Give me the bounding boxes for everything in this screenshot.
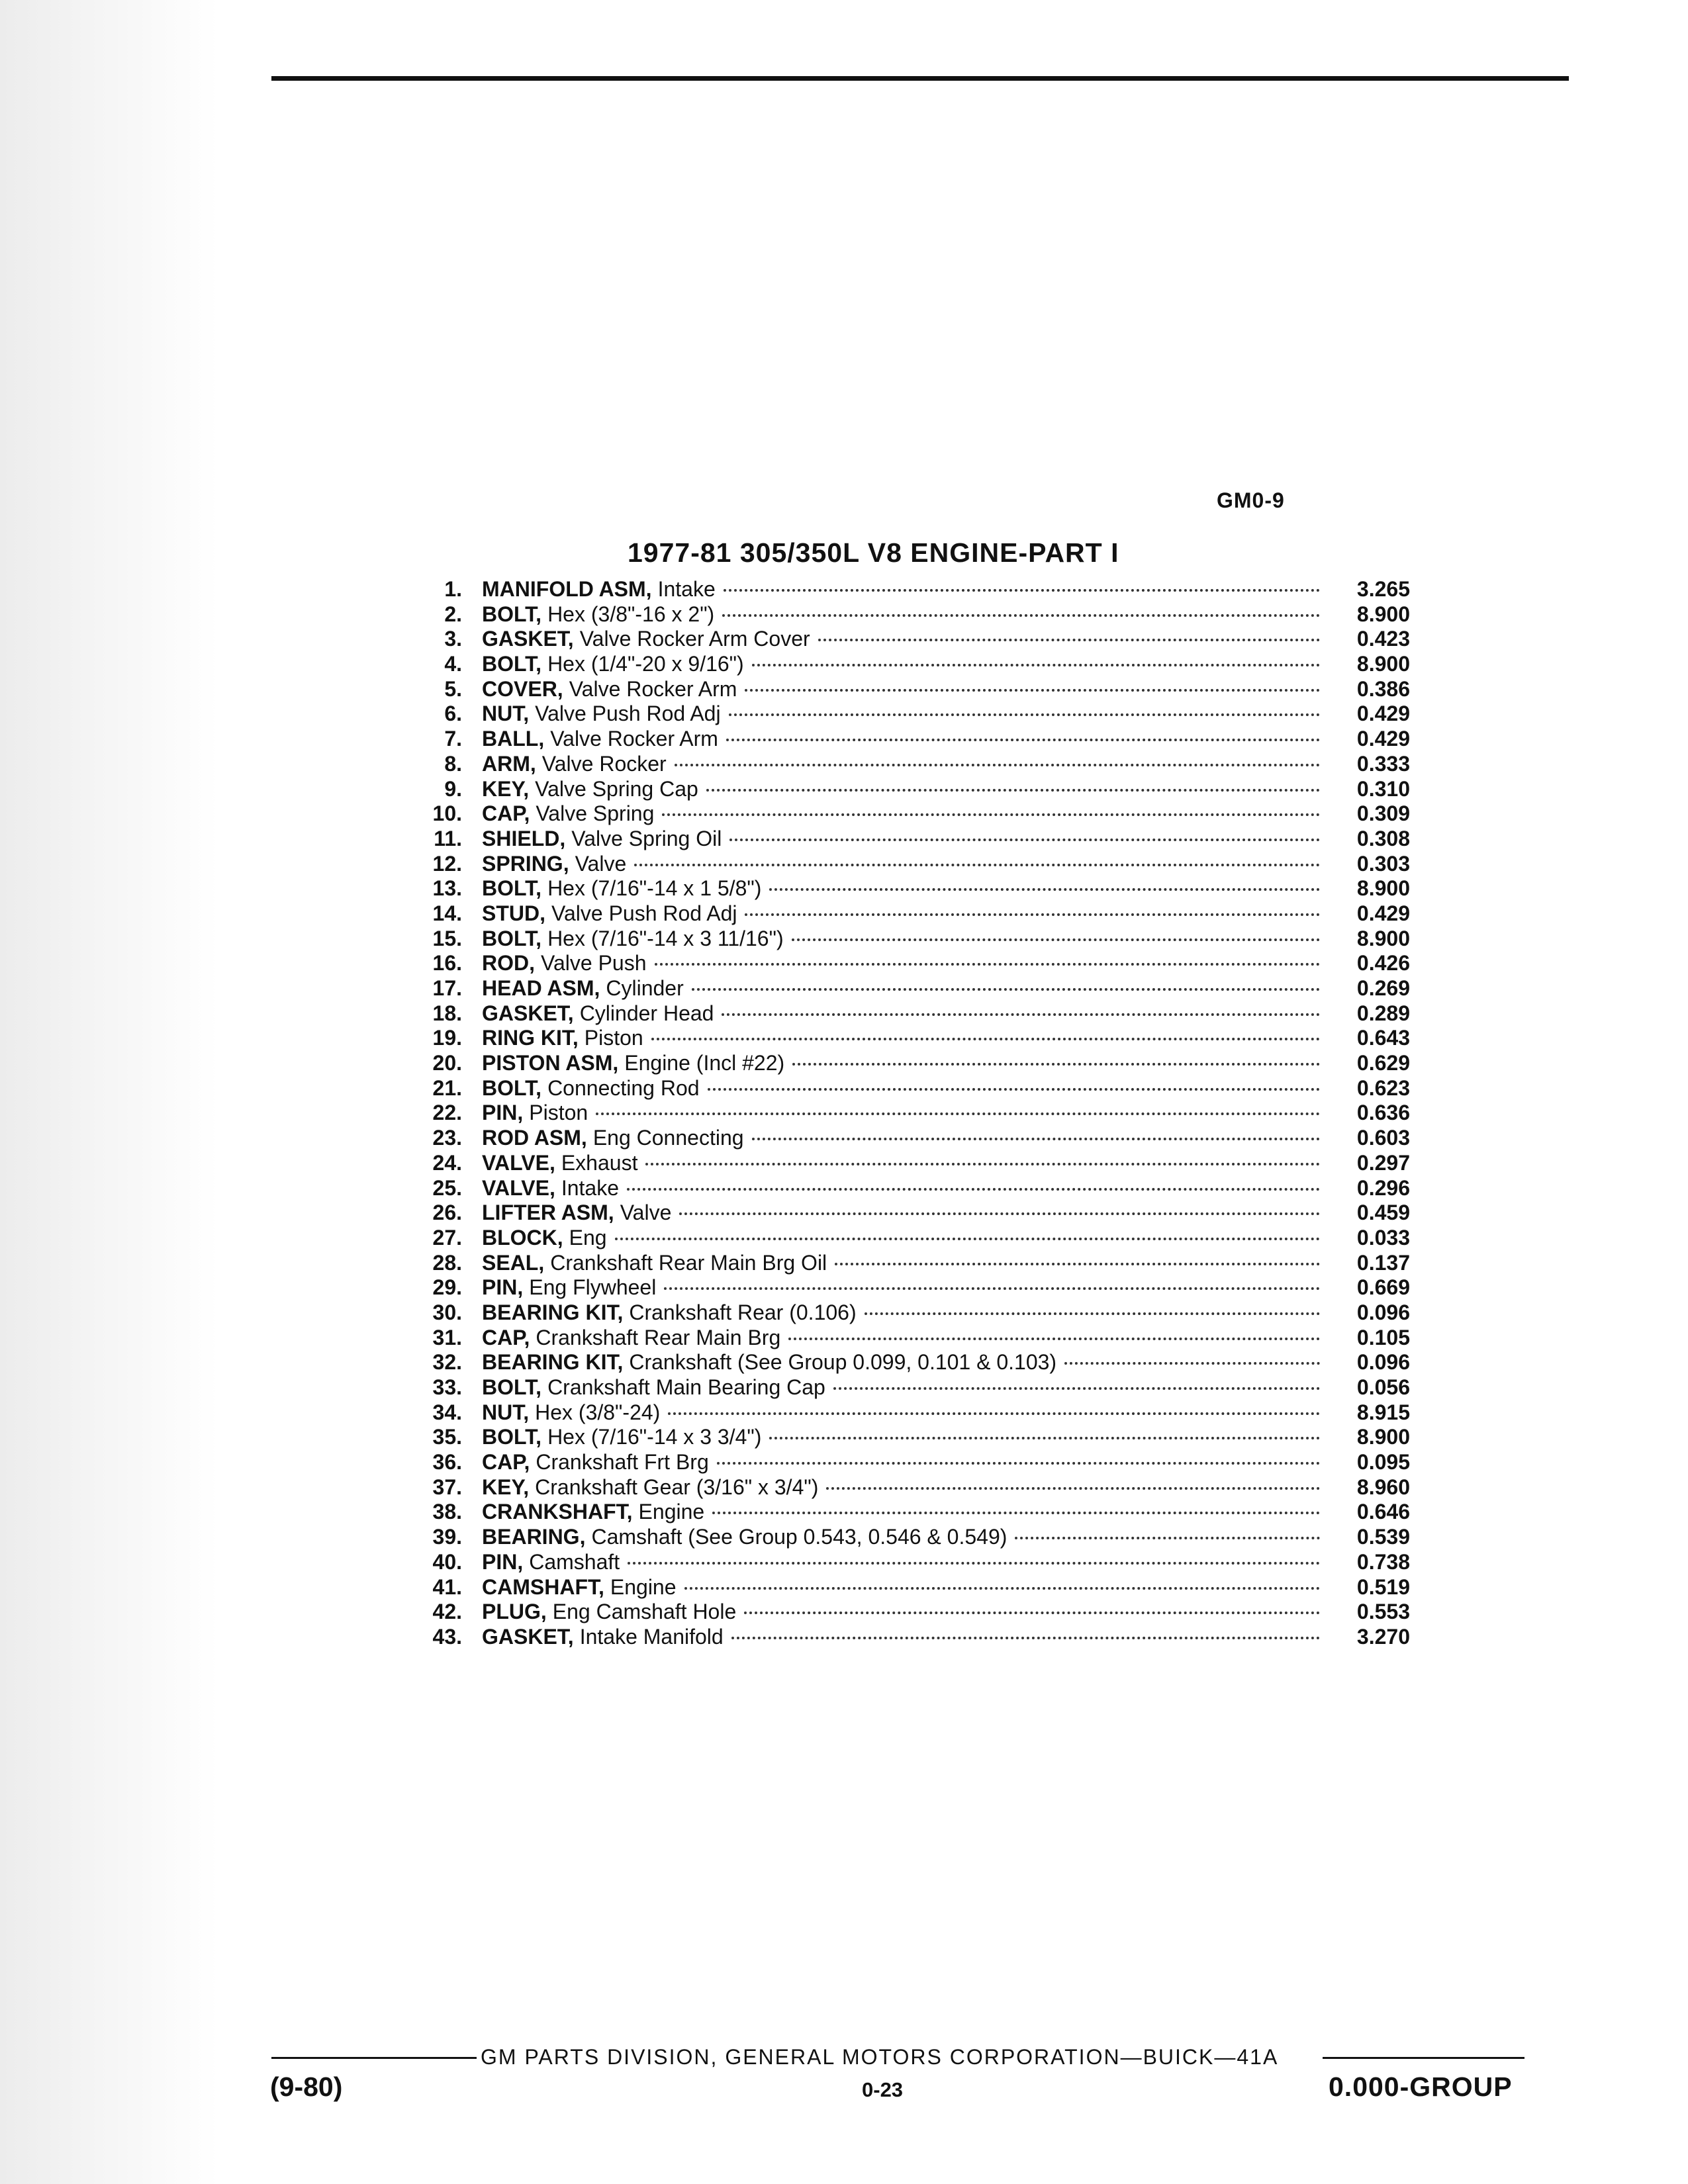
part-row bbox=[397, 801, 1410, 827]
dot-leader bbox=[627, 1188, 1320, 1191]
dot-leader bbox=[692, 988, 1320, 991]
part-row bbox=[397, 1076, 1410, 1101]
part-name: KEY, bbox=[482, 1475, 530, 1499]
dot-leader bbox=[752, 1138, 1320, 1140]
dot-leader bbox=[675, 764, 1320, 766]
dot-leader bbox=[788, 1338, 1320, 1340]
part-number: 12. bbox=[432, 851, 462, 876]
part-row bbox=[397, 1625, 1410, 1650]
part-name: ARM, bbox=[482, 751, 536, 776]
part-row bbox=[397, 1300, 1410, 1326]
part-number: 4. bbox=[444, 652, 462, 676]
part-number: 14. bbox=[432, 901, 462, 925]
part-name: ROD, bbox=[482, 951, 535, 976]
dot-leader bbox=[731, 1637, 1320, 1639]
part-group-number: 8.900 bbox=[1356, 876, 1410, 901]
footer-group: 0.000-GROUP bbox=[1329, 2071, 1513, 2102]
part-group-number: 0.646 bbox=[1356, 1500, 1410, 1524]
part-number: 1. bbox=[444, 577, 462, 601]
part-number: 38. bbox=[432, 1500, 462, 1524]
dot-leader bbox=[745, 689, 1320, 692]
dot-leader bbox=[724, 589, 1320, 592]
part-number: 28. bbox=[432, 1250, 462, 1275]
part-description: Hex (3/8"-24) bbox=[535, 1400, 661, 1424]
top-rule bbox=[271, 76, 1569, 81]
dot-leader bbox=[664, 1287, 1320, 1290]
part-number: 15. bbox=[432, 926, 462, 950]
dot-leader bbox=[706, 789, 1320, 792]
part-number: 36. bbox=[432, 1450, 462, 1475]
part-number: 42. bbox=[432, 1600, 462, 1624]
part-number: 25. bbox=[432, 1175, 462, 1200]
part-description: Hex (3/8"-16 x 2") bbox=[547, 602, 715, 626]
part-group-number: 0.629 bbox=[1356, 1051, 1410, 1075]
part-description: Piston bbox=[529, 1101, 588, 1125]
part-group-number: 3.265 bbox=[1356, 577, 1410, 601]
part-group-number: 0.289 bbox=[1356, 1001, 1410, 1025]
part-name: CRANKSHAFT, bbox=[482, 1500, 633, 1524]
part-description: Valve Push Rod Adj bbox=[551, 901, 737, 925]
part-number: 8. bbox=[444, 751, 462, 776]
part-name: STUD, bbox=[482, 901, 545, 925]
part-name: CAMSHAFT, bbox=[482, 1574, 604, 1599]
footer-date: (9-80) bbox=[270, 2071, 343, 2102]
part-group-number: 0.429 bbox=[1356, 702, 1410, 726]
part-number: 27. bbox=[432, 1225, 462, 1250]
part-number: 37. bbox=[432, 1475, 462, 1499]
part-group-number: 0.105 bbox=[1356, 1325, 1410, 1349]
part-row bbox=[397, 777, 1410, 802]
part-group-number: 0.459 bbox=[1356, 1201, 1410, 1225]
dot-leader bbox=[818, 639, 1320, 641]
part-group-number: 0.539 bbox=[1356, 1525, 1410, 1549]
part-row bbox=[397, 1176, 1410, 1201]
part-description: Cylinder Head bbox=[579, 1001, 714, 1025]
dot-leader bbox=[752, 664, 1320, 666]
part-description: Valve Rocker Arm bbox=[550, 727, 718, 751]
part-description: Camshaft bbox=[529, 1549, 620, 1574]
part-name: VALVE, bbox=[482, 1150, 555, 1175]
part-group-number: 0.297 bbox=[1356, 1150, 1410, 1175]
part-description: Hex (7/16"-14 x 3 3/4") bbox=[547, 1425, 762, 1449]
part-number: 20. bbox=[432, 1051, 462, 1075]
part-number: 7. bbox=[444, 727, 462, 751]
part-row bbox=[397, 652, 1410, 677]
part-name: NUT, bbox=[482, 1400, 530, 1424]
part-name: PIN, bbox=[482, 1101, 524, 1125]
part-number: 30. bbox=[432, 1300, 462, 1324]
part-description: Eng Connecting bbox=[592, 1126, 744, 1150]
part-name: MANIFOLD ASM, bbox=[482, 577, 652, 601]
dot-leader bbox=[1064, 1362, 1320, 1365]
part-name: BEARING KIT, bbox=[482, 1350, 624, 1375]
dot-leader bbox=[726, 739, 1320, 741]
part-row bbox=[397, 876, 1410, 901]
part-row bbox=[397, 1101, 1410, 1126]
dot-leader bbox=[729, 713, 1320, 716]
part-group-number: 0.033 bbox=[1356, 1225, 1410, 1250]
part-number: 31. bbox=[432, 1325, 462, 1349]
part-row bbox=[397, 1375, 1410, 1400]
page-number: 0-23 bbox=[862, 2078, 904, 2101]
footer-division: GM PARTS DIVISION, GENERAL MOTORS CORPORATION—BUICK—41A bbox=[481, 2045, 1279, 2069]
part-name: CAP, bbox=[482, 1325, 530, 1349]
part-name: ROD ASM, bbox=[482, 1126, 587, 1150]
part-group-number: 8.900 bbox=[1356, 602, 1410, 626]
part-row bbox=[397, 1575, 1410, 1600]
part-row bbox=[397, 1500, 1410, 1525]
part-name: PISTON ASM, bbox=[482, 1051, 619, 1075]
part-group-number: 0.095 bbox=[1356, 1450, 1410, 1475]
part-number: 22. bbox=[432, 1101, 462, 1125]
part-description: Valve Rocker bbox=[541, 751, 667, 776]
part-row bbox=[397, 852, 1410, 877]
part-name: PLUG, bbox=[482, 1600, 547, 1624]
part-description: Valve Spring Oil bbox=[571, 826, 722, 850]
part-row bbox=[397, 1251, 1410, 1276]
part-group-number: 0.603 bbox=[1356, 1126, 1410, 1150]
dot-leader bbox=[712, 1512, 1320, 1514]
part-description: Eng Camshaft Hole bbox=[552, 1600, 737, 1624]
dot-leader bbox=[744, 1612, 1320, 1614]
part-number: 43. bbox=[432, 1624, 462, 1649]
part-name: SPRING, bbox=[482, 851, 569, 876]
part-description: Hex (1/4"-20 x 9/16") bbox=[547, 652, 744, 676]
part-description: Intake bbox=[561, 1175, 619, 1200]
part-name: BEARING KIT, bbox=[482, 1300, 624, 1324]
part-description: Eng bbox=[569, 1225, 607, 1250]
part-description: Crankshaft (See Group 0.099, 0.101 & 0.103) bbox=[629, 1350, 1057, 1375]
part-group-number: 0.623 bbox=[1356, 1075, 1410, 1100]
part-number: 41. bbox=[432, 1574, 462, 1599]
part-row bbox=[397, 602, 1410, 627]
part-number: 34. bbox=[432, 1400, 462, 1424]
part-group-number: 0.137 bbox=[1356, 1250, 1410, 1275]
part-name: BOLT, bbox=[482, 876, 542, 901]
dot-leader bbox=[1015, 1537, 1320, 1539]
part-description: Connecting Rod bbox=[547, 1075, 700, 1100]
part-group-number: 0.096 bbox=[1356, 1350, 1410, 1375]
part-description: Intake bbox=[657, 577, 716, 601]
part-group-number: 0.636 bbox=[1356, 1101, 1410, 1125]
part-description: Crankshaft Rear Main Brg Oil bbox=[550, 1250, 827, 1275]
dot-leader bbox=[722, 1013, 1320, 1016]
part-number: 10. bbox=[432, 801, 462, 826]
part-description: Valve bbox=[620, 1201, 672, 1225]
part-group-number: 3.270 bbox=[1356, 1624, 1410, 1649]
part-name: PIN, bbox=[482, 1275, 524, 1300]
part-description: Crankshaft Gear (3/16" x 3/4") bbox=[535, 1475, 819, 1499]
part-group-number: 0.296 bbox=[1356, 1175, 1410, 1200]
part-group-number: 0.429 bbox=[1356, 727, 1410, 751]
dot-leader bbox=[634, 864, 1320, 866]
part-group-number: 8.915 bbox=[1356, 1400, 1410, 1424]
part-number: 9. bbox=[444, 776, 462, 801]
part-name: HEAD ASM, bbox=[482, 976, 600, 1000]
part-number: 39. bbox=[432, 1525, 462, 1549]
part-name: BEARING, bbox=[482, 1525, 586, 1549]
part-number: 33. bbox=[432, 1375, 462, 1399]
dot-leader bbox=[792, 1063, 1320, 1066]
part-name: GASKET, bbox=[482, 1001, 574, 1025]
part-group-number: 0.423 bbox=[1356, 627, 1410, 651]
part-number: 13. bbox=[432, 876, 462, 901]
document-code: GM0-9 bbox=[1217, 488, 1285, 512]
part-number: 21. bbox=[432, 1075, 462, 1100]
dot-leader bbox=[745, 913, 1320, 916]
part-description: Engine bbox=[610, 1574, 677, 1599]
part-name: BLOCK, bbox=[482, 1225, 563, 1250]
part-description: Crankshaft Main Bearing Cap bbox=[547, 1375, 825, 1399]
part-group-number: 8.960 bbox=[1356, 1475, 1410, 1499]
part-group-number: 0.333 bbox=[1356, 751, 1410, 776]
part-group-number: 0.056 bbox=[1356, 1375, 1410, 1399]
part-group-number: 0.738 bbox=[1356, 1549, 1410, 1574]
part-number: 6. bbox=[444, 702, 462, 726]
part-row bbox=[397, 1450, 1410, 1475]
part-name: BALL, bbox=[482, 727, 545, 751]
part-name: BOLT, bbox=[482, 602, 542, 626]
dot-leader bbox=[865, 1312, 1320, 1315]
part-name: GASKET, bbox=[482, 1624, 574, 1649]
dot-leader bbox=[684, 1587, 1320, 1590]
part-number: 29. bbox=[432, 1275, 462, 1300]
dot-leader bbox=[826, 1487, 1320, 1490]
part-row bbox=[397, 1600, 1410, 1625]
part-description: Valve Rocker Arm bbox=[569, 676, 737, 701]
part-row bbox=[397, 727, 1410, 752]
part-name: LIFTER ASM, bbox=[482, 1201, 614, 1225]
part-name: BOLT, bbox=[482, 926, 542, 950]
part-name: CAP, bbox=[482, 801, 530, 826]
footer-rule-right bbox=[1323, 2057, 1524, 2059]
dot-leader bbox=[722, 614, 1320, 617]
part-row bbox=[397, 577, 1410, 602]
part-row bbox=[397, 1400, 1410, 1426]
part-group-number: 0.310 bbox=[1356, 776, 1410, 801]
part-number: 35. bbox=[432, 1425, 462, 1449]
part-row bbox=[397, 1026, 1410, 1051]
part-description: Crankshaft Rear (0.106) bbox=[629, 1300, 857, 1324]
part-name: CAP, bbox=[482, 1450, 530, 1475]
part-number: 3. bbox=[444, 627, 462, 651]
part-number: 23. bbox=[432, 1126, 462, 1150]
part-row bbox=[397, 1001, 1410, 1026]
part-name: NUT, bbox=[482, 702, 530, 726]
parts-list bbox=[397, 577, 1410, 1650]
part-description: Hex (7/16"-14 x 1 5/8") bbox=[547, 876, 762, 901]
part-number: 2. bbox=[444, 602, 462, 626]
part-group-number: 0.429 bbox=[1356, 901, 1410, 925]
part-description: Valve Spring bbox=[536, 801, 655, 826]
part-name: BOLT, bbox=[482, 652, 542, 676]
part-group-number: 0.426 bbox=[1356, 951, 1410, 976]
dot-leader bbox=[769, 888, 1320, 891]
part-number: 5. bbox=[444, 676, 462, 701]
part-row bbox=[397, 1425, 1410, 1450]
dot-leader bbox=[769, 1437, 1320, 1439]
part-group-number: 0.303 bbox=[1356, 851, 1410, 876]
dot-leader bbox=[835, 1263, 1320, 1265]
dot-leader bbox=[717, 1462, 1320, 1465]
part-row bbox=[397, 1226, 1410, 1251]
part-name: BOLT, bbox=[482, 1075, 542, 1100]
dot-leader bbox=[651, 1038, 1320, 1040]
part-description: Eng Flywheel bbox=[529, 1275, 657, 1300]
part-name: SHIELD, bbox=[482, 826, 566, 850]
part-description: Camshaft (See Group 0.543, 0.546 & 0.549) bbox=[591, 1525, 1008, 1549]
part-group-number: 0.519 bbox=[1356, 1574, 1410, 1599]
part-description: Valve Rocker Arm Cover bbox=[579, 627, 810, 651]
part-number: 16. bbox=[432, 951, 462, 976]
dot-leader bbox=[628, 1562, 1320, 1565]
part-number: 17. bbox=[432, 976, 462, 1000]
scan-shadow bbox=[0, 0, 218, 2184]
part-name: PIN, bbox=[482, 1549, 524, 1574]
part-name: BOLT, bbox=[482, 1425, 542, 1449]
part-description: Intake Manifold bbox=[579, 1624, 724, 1649]
part-description: Engine (Incl #22) bbox=[624, 1051, 785, 1075]
part-description: Exhaust bbox=[561, 1150, 638, 1175]
part-group-number: 0.309 bbox=[1356, 801, 1410, 826]
part-description: Valve bbox=[575, 851, 627, 876]
dot-leader bbox=[668, 1412, 1320, 1415]
dot-leader bbox=[708, 1088, 1320, 1091]
part-name: RING KIT, bbox=[482, 1026, 579, 1050]
part-description: Valve Push bbox=[541, 951, 647, 976]
dot-leader bbox=[596, 1113, 1320, 1115]
part-group-number: 0.643 bbox=[1356, 1026, 1410, 1050]
dot-leader bbox=[729, 839, 1320, 841]
part-row bbox=[397, 1126, 1410, 1151]
footer-rule-left bbox=[271, 2057, 477, 2059]
dot-leader bbox=[615, 1238, 1320, 1240]
part-group-number: 8.900 bbox=[1356, 1425, 1410, 1449]
dot-leader bbox=[655, 963, 1321, 966]
part-row bbox=[397, 951, 1410, 976]
part-row bbox=[397, 1350, 1410, 1375]
part-number: 24. bbox=[432, 1150, 462, 1175]
dot-leader bbox=[679, 1212, 1320, 1215]
part-group-number: 0.386 bbox=[1356, 676, 1410, 701]
part-group-number: 8.900 bbox=[1356, 926, 1410, 950]
dot-leader bbox=[645, 1163, 1320, 1165]
part-number: 18. bbox=[432, 1001, 462, 1025]
part-description: Piston bbox=[584, 1026, 643, 1050]
part-group-number: 0.669 bbox=[1356, 1275, 1410, 1300]
part-number: 40. bbox=[432, 1549, 462, 1574]
part-group-number: 8.900 bbox=[1356, 652, 1410, 676]
part-description: Cylinder bbox=[606, 976, 684, 1000]
part-name: VALVE, bbox=[482, 1175, 555, 1200]
part-number: 32. bbox=[432, 1350, 462, 1375]
part-number: 19. bbox=[432, 1026, 462, 1050]
part-group-number: 0.096 bbox=[1356, 1300, 1410, 1324]
part-number: 26. bbox=[432, 1201, 462, 1225]
part-row bbox=[397, 1326, 1410, 1351]
part-name: KEY, bbox=[482, 776, 530, 801]
page-title: 1977-81 305/350L V8 ENGINE-PART I bbox=[628, 537, 1119, 568]
part-row bbox=[397, 827, 1410, 852]
part-row bbox=[397, 677, 1410, 702]
part-name: SEAL, bbox=[482, 1250, 545, 1275]
part-row bbox=[397, 702, 1410, 727]
part-row bbox=[397, 752, 1410, 777]
dot-leader bbox=[662, 813, 1320, 816]
part-number: 11. bbox=[434, 826, 462, 850]
part-description: Engine bbox=[638, 1500, 705, 1524]
part-row bbox=[397, 627, 1410, 652]
part-description: Crankshaft Rear Main Brg bbox=[536, 1325, 781, 1349]
part-row bbox=[397, 1525, 1410, 1550]
part-description: Crankshaft Frt Brg bbox=[536, 1450, 709, 1475]
part-row bbox=[397, 976, 1410, 1001]
part-row bbox=[397, 1475, 1410, 1500]
dot-leader bbox=[833, 1387, 1320, 1390]
part-name: COVER, bbox=[482, 676, 563, 701]
part-row bbox=[397, 1275, 1410, 1300]
part-group-number: 0.308 bbox=[1356, 826, 1410, 850]
part-group-number: 0.553 bbox=[1356, 1600, 1410, 1624]
dot-leader bbox=[792, 938, 1320, 941]
part-description: Hex (7/16"-14 x 3 11/16") bbox=[547, 926, 784, 950]
part-row bbox=[397, 927, 1410, 952]
part-row bbox=[397, 1051, 1410, 1076]
part-row bbox=[397, 901, 1410, 927]
part-name: BOLT, bbox=[482, 1375, 542, 1399]
part-name: GASKET, bbox=[482, 627, 574, 651]
part-description: Valve Spring Cap bbox=[535, 776, 698, 801]
part-group-number: 0.269 bbox=[1356, 976, 1410, 1000]
part-description: Valve Push Rod Adj bbox=[535, 702, 721, 726]
part-row bbox=[397, 1201, 1410, 1226]
part-row bbox=[397, 1151, 1410, 1176]
part-row bbox=[397, 1550, 1410, 1575]
